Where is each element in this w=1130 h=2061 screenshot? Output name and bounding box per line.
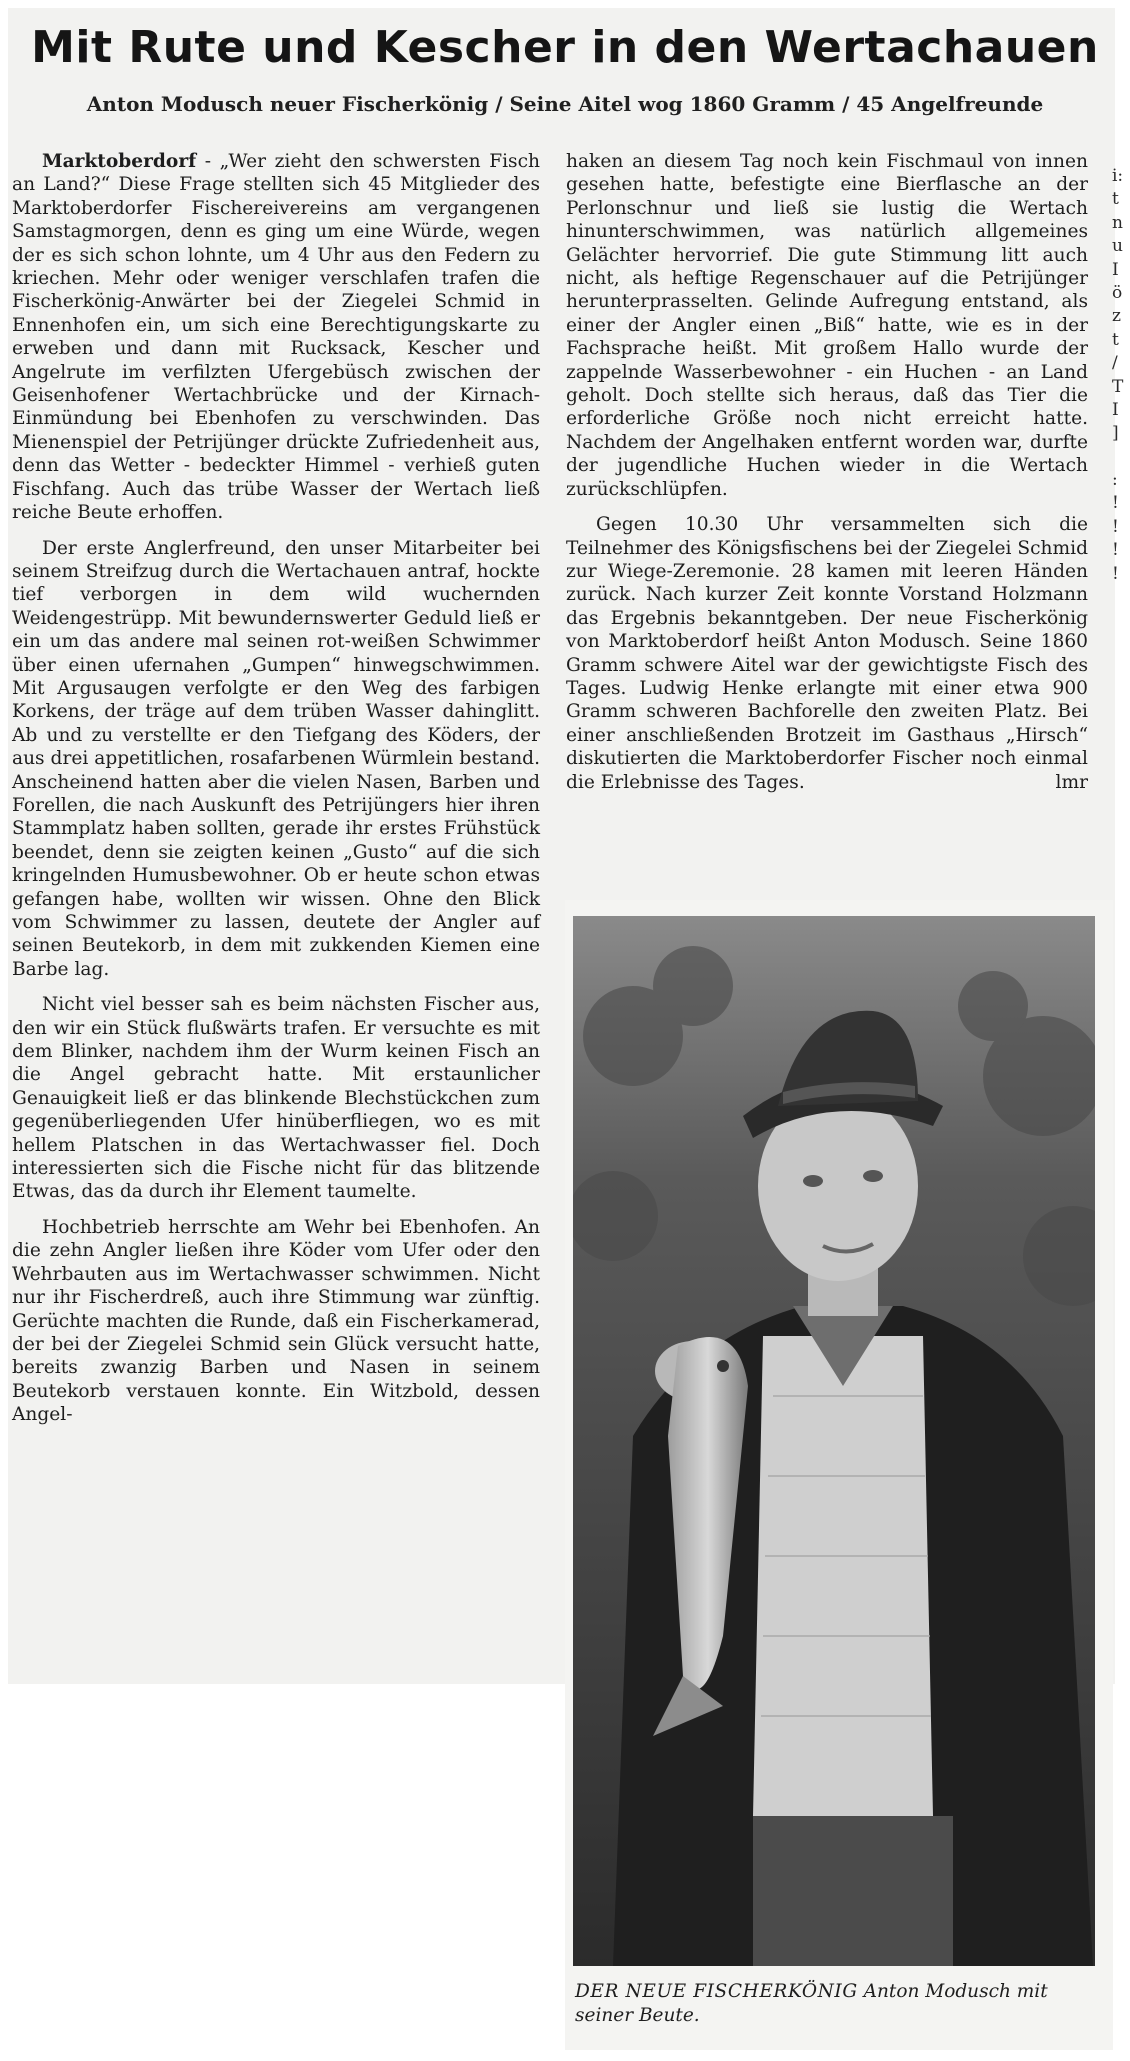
- fragment-char: /: [1112, 353, 1118, 374]
- fisherman-photo: [573, 916, 1095, 1966]
- fragment-char: T: [1112, 376, 1124, 397]
- photo-caption: [575, 1980, 1095, 2028]
- article-column-right: [566, 150, 1088, 806]
- fragment-char: !: [1112, 516, 1119, 537]
- photo-block: [565, 900, 1113, 2050]
- fragment-char: !: [1112, 493, 1119, 514]
- adjacent-article-fragment: [1112, 165, 1126, 586]
- fragment-char: z: [1112, 306, 1121, 327]
- author-signature: lmr: [1055, 771, 1088, 793]
- paragraph-5: haken an diesem Tag noch kein Fischmaul von innen gesehen hatte, befestigte eine Bierflasche an der Perlonschnur und ließ sie lustig die Wertach hinunterschwimmen, was natürlich allgemeines Gelächter hervorrief. Die gute Stimmung litt auch nicht, als heftige Regenschauer auf die Petrijünger herunterprasselten. Gelinde Aufregung entstand, als einer der Angler einen „Biß“ hatte, wie es in der Fachsprache heißt. Mit großem Hallo wurde der zappelnde Wasserbewohner - ein Huchen - an Land geholt. Doch stellte sich heraus, daß das Tier die erforderliche Größe noch nicht erreicht hatte. Nachdem der Angelhaken entfernt worden war, durfte der jugendliche Huchen wieder in die Wertach zurückschlüpfen.: [566, 151, 1088, 500]
- paragraph-1: [12, 150, 540, 525]
- paragraph-3: Nicht viel besser sah es beim nächsten Fischer aus, den wir ein Stück flußwärts trafen. Er versuchte es mit dem Blinker, nachdem ihm der Wurm keinen Fisch an die Angel gebracht hatte. Mit erstaunlicher Genauigkeit ließ er das blinkende Blechstückchen zum gegenüberliegenden Ufer hinüberfliegen, wo es mit hellem Platschen in das Wertachwasser fiel. Doch interessierten sich die Fische nicht für das blitzende Etwas, das da durch ihr Element taumelte.: [12, 994, 540, 1203]
- fragment-char: !: [1112, 563, 1119, 584]
- fragment-char: I: [1112, 259, 1119, 280]
- fragment-char: n: [1112, 212, 1123, 233]
- paragraph-6: [566, 513, 1088, 794]
- fisherman-with-fish-image: [573, 916, 1095, 1966]
- dateline: Marktoberdorf: [42, 151, 197, 172]
- fragment-char: u: [1112, 236, 1123, 257]
- fragment-char: t: [1112, 189, 1119, 210]
- caption-text: Anton Modusch mit seiner Beute.: [575, 1981, 1048, 2026]
- fragment-char: t: [1112, 329, 1119, 350]
- fragment-char: I: [1112, 399, 1119, 420]
- paragraph-1-text: - „Wer zieht den schwersten Fisch an Land?“ Diese Frage stellten sich 45 Mitglieder des Marktoberdorfer Fischereivereins am vergangenen Samstagmorgen, denn es ging um eine Würde, wegen der es sich schon lohnte, um 4 Uhr aus den Federn zu kriechen. Mehr oder weniger verschlafen trafen die Fischerkönig-Anwärter bei der Ziegelei Schmid in Ennenhofen ein, um sich eine Berechtigungskarte zu erweben und dann mit Rucksack, Kescher und Angelrute im verfilzten Ufergebüsch zwischen der Geisenhofener Wertachbrücke und der Kirnach-Einmündung bei Ebenhofen zu verschwinden. Das Mienenspiel der Petrijünger drückte Zufriedenheit aus, denn das Wetter - bedeckter Himmel - verhieß guten Fischfang. Auch das trübe Wasser der Wertach ließ reiche Beute erhoffen.: [12, 151, 540, 524]
- caption-caps: DER NEUE FISCHERKÖNIG: [575, 1981, 858, 2002]
- paragraph-2: Der erste Anglerfreund, den unser Mitarbeiter bei seinem Streifzug durch die Wertachauen antraf, hockte tief verborgen in dem wild wuchernden Weidengestrüpp. Mit bewundernswerter Geduld ließ er ein um das andere mal seinen rot-weißen Schwimmer über einen ufernahen „Gumpen“ hinwegschwimmen. Mit Argusaugen verfolgte er den Weg des farbigen Korkens, der träge auf dem trüben Wasser dahinglitt. Ab und zu verstellte er den Tiefgang des Köders, der aus drei appetitlichen, rosafarbenen Würmlein bestand. Anscheinend hatten aber die vielen Nasen, Barben und Forellen, die nach Auskunft des Petrijüngers hier ihren Stammplatz haben sollten, gerade ihr erstes Frühstück beendet, denn sie zeigten keinen „Gusto“ auf die sich kringelnden Humusbewohner. Ob er heute schon etwas gefangen habe, wollten wir wissen. Ohne den Blick vom Schwimmer zu lassen, deutete der Angler auf seinen Beutekorb, in dem mit zukkenden Kiemen eine Barbe lag.: [12, 537, 540, 980]
- fragment-char: ]: [1112, 423, 1119, 444]
- fragment-char: !: [1112, 540, 1119, 561]
- article-column-left: [12, 150, 540, 1439]
- paragraph-4: Hochbetrieb herrschte am Wehr bei Ebenhofen. An die zehn Angler ließen ihre Köder vom Ufer oder den Wehrbauten aus im Wertachwasser schwimmen. Nicht nur ihr Fischerdreß, auch ihre Stimmung war zünftig. Gerüchte machten die Runde, daß ein Fischerkamerad, der bei der Ziegelei Schmid sein Glück versucht hatte, bereits zwanzig Barben und Nasen in seinem Beutekorb verstauen konnte. Ein Witzbold, dessen Angel-: [12, 1216, 540, 1426]
- fragment-char: [1112, 446, 1126, 469]
- fragment-char: ö: [1112, 282, 1123, 303]
- fragment-char: i:: [1112, 166, 1124, 186]
- article-headline: Mit Rute und Kescher in den Wertachauen: [31, 22, 1099, 73]
- article-subheadline: Anton Modusch neuer Fischerkönig / Seine Aitel wog 1860 Gramm / 45 Angelfreunde: [86, 92, 1044, 116]
- fragment-char: :: [1112, 470, 1118, 491]
- paragraph-6-text: Gegen 10.30 Uhr versammelten sich die Teilnehmer des Königsfischens bei der Ziegelei Schmid zur Wiege-Zeremonie. 28 kamen mit leeren Händen zurück. Nach kurzer Zeit konnte Vorstand Holzmann das Ergebnis bekanntgeben. Der neue Fischerkönig von Marktoberdorf heißt Anton Modusch. Seine 1860 Gramm schwere Aitel war der gewichtigste Fisch des Tages. Ludwig Henke erlangte mit einer etwa 900 Gramm schweren Bachforelle den zweiten Platz. Bei einer anschließenden Brotzeit im Gasthaus „Hirsch“ diskutierten die Marktoberdorfer Fischer noch einmal die Erlebnisse des Tages.: [566, 514, 1088, 793]
